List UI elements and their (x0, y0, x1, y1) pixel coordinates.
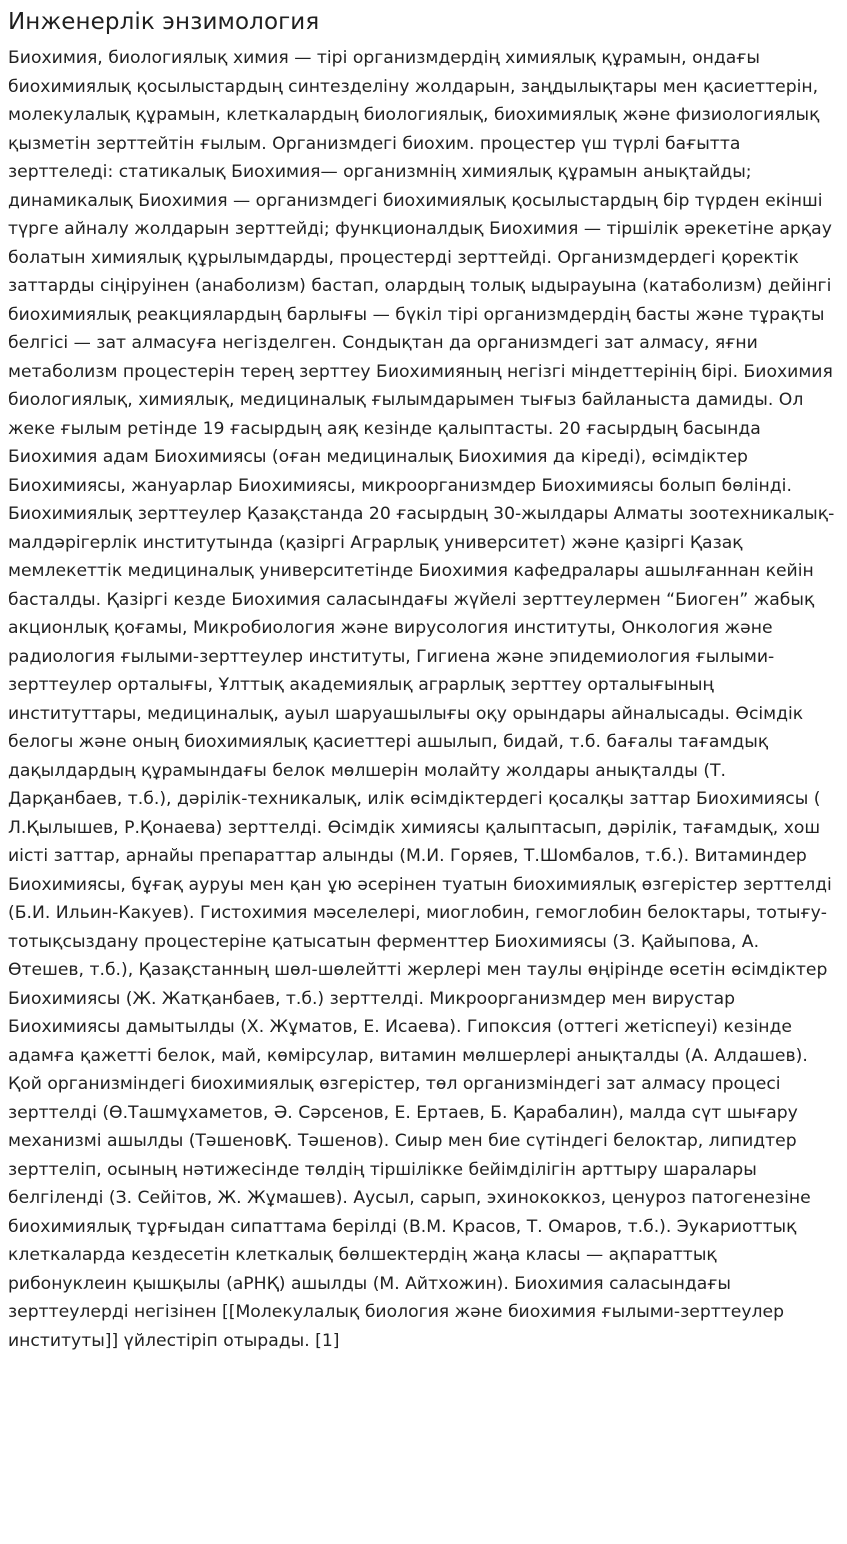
article-container (8, 8, 840, 1355)
page-title: Инженерлік энзимология (8, 9, 320, 35)
article-body-paragraph: Биохимия, биологиялық химия — тірі организмдердің химиялық құрамын, ондағы биохимиялық қосылыстардың синтезделіну жолдарын, заңдылықтары мен қасиеттерін, молекулалық құрамын, клеткалардың биологиялық, биохимиялық және физиологиялық қызметін зерттейтін ғылым. Организмдегі биохим. процестер үш түрлі бағытта зерттеледі: статикалық Биохимия— организмнің химиялық құрамын анықтайды; динамикалық Биохимия — организмдегі биохимиялық қосылыстардың бір түрден екінші түрге айналу жолдарын зерттейді; функционалдық Биохимия — тіршілік әрекетіне арқау болатын химиялық құрылымдарды, процестерді зерттейді. Организмдердегі қоректік заттарды сіңіруінен (анаболизм) бастап, олардың толық ыдырауына (катаболизм) дейінгі биохимиялық реакциялардың барлығы — бүкіл тірі организмдердің басты және тұрақты белгісі — зат алмасуға негізделген. Сондықтан да организмдегі зат алмасу, яғни метаболизм процестерін терең зерттеу Биохимияның негізгі міндеттерінің бірі. Биохимия биологиялық, химиялық, медициналық ғылымдарымен тығыз байланыста дамиды. Ол жеке ғылым ретінде 19 ғасырдың аяқ кезінде қалыптасты. 20 ғасырдың басында Биохимия адам Биохимиясы (оған медициналық Биохимия да кіреді), өсімдіктер Биохимиясы, жануарлар Биохимиясы, микроорганизмдер Биохимиясы болып бөлінді. Биохимиялық зерттеулер Қазақстанда 20 ғасырдың 30-жылдары Алматы зоотехникалық-малдәрігерлік институтында (қазіргі Аграрлық университет) және қазіргі Қазақ мемлекеттік медициналық университетінде Биохимия кафедралары ашылғаннан кейін басталды. Қазіргі кезде Биохимия саласындағы жүйелі зерттеулермен “Биоген” жабық акционлық қоғамы, Микробиология және вирусология институты, Онкология және радиология ғылыми-зерттеулер институты, Гигиена және эпидемиология ғылыми-зерттеулер орталығы, Ұлттық академиялық аграрлық зерттеу орталығының институттары, медициналық, ауыл шаруашылығы оқу орындары айналысады. Өсімдік белогы және оның биохимиялық қасиеттері ашылып, бидай, т.б. бағалы тағамдық дақылдардың құрамындағы белок мөлшерін молайту жолдары анықталды (Т. Дарқанбаев, т.б.), дәрілік-техникалық, илік өсімдіктердегі қосалқы заттар Биохимиясы ( Л.Қылышев, Р.Қонаева) зерттелді. Өсімдік химиясы қалыптасып, дәрілік, тағамдық, хош иісті заттар, арнайы препараттар алынды (М.И. Горяев, Т.Шомбалов, т.б.). Витаминдер Биохимиясы, бұғақ ауруы мен қан ұю әсерінен туатын биохимиялық өзгерістер зерттелді (Б.И. Ильин-Какуев). Гистохимия мәселелері, миоглобин, гемоглобин белоктары, тотығу-тотықсыздану процестеріне қатысатын ферменттер Биохимиясы (З. Қайыпова, А. Өтешев, т.б.), Қазақстанның шөл-шөлейтті жерлері мен таулы өңірінде өсетін өсімдіктер Биохимиясы (Ж. Жатқанбаев, т.б.) зерттелді. Микроорганизмдер мен вирустар Биохимиясы дамытылды (Х. Жұматов, Е. Исаева). Гипоксия (оттегі жетіспеуі) кезінде адамға қажетті белок, май, көмірсулар, витамин мөлшерлері анықталды (А. Алдашев). Қой организміндегі биохимиялық өзгерістер, төл организміндегі зат алмасу процесі зерттелді (Ө.Ташмұхаметов, Ә. Сәрсенов, Е. Ертаев, Б. Қарабалин), малда сүт шығару механизмі ашылды (ТәшеновҚ. Тәшенов). Сиыр мен бие сүтіндегі белоктар, липидтер зерттеліп, осының нәтижесінде төлдің тіршілікке бейімділігін арттыру шаралары белгіленді (З. Сейітов, Ж. Жұмашев). Аусыл, сарып, эхинококкоз, ценуроз патогенезіне биохимиялық тұрғыдан сипаттама берілді (В.М. Красов, Т. Омаров, т.б.). Эукариоттық клеткаларда кездесетін клеткалық бөлшектердің жаңа класы — ақпараттық рибонуклеин қышқылы (аРНҚ) ашылды (М. Айтхожин). Биохимия саласындағы зерттеулерді негізінен [[Молекулалық биология және биохимия ғылыми-зерттеулер институты]] үйлестіріп отырады. [1] (8, 48, 835, 1351)
